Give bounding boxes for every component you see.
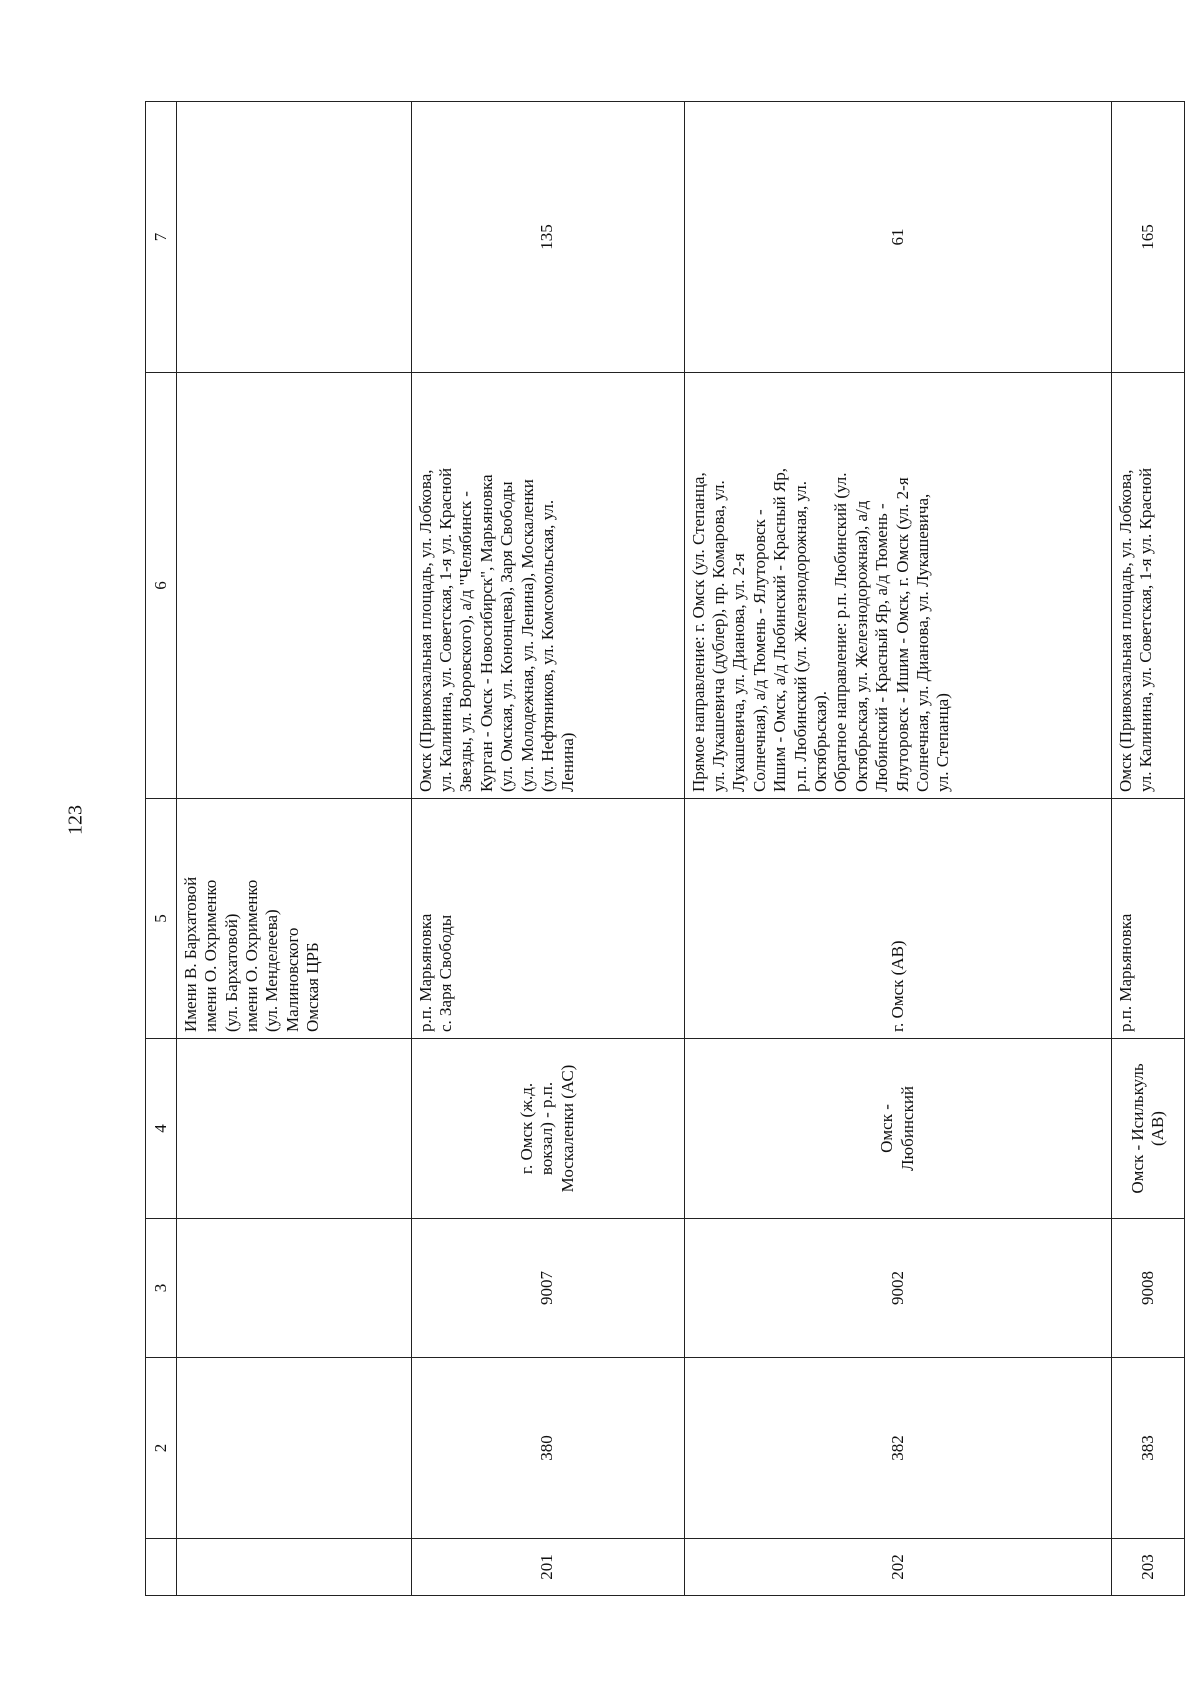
cell-line: (ул. Нефтяников, ул. Комсомольская, ул. — [537, 499, 557, 792]
cell-line: р.п. Марьяновка — [415, 913, 435, 1032]
column-header-7: 7 — [146, 102, 177, 373]
cell-line: имени О. Охрименко — [201, 879, 221, 1032]
cell-line: р.п. Марьяновка — [1116, 913, 1136, 1032]
cell-line: г. Омск (ж.д. — [517, 1082, 537, 1175]
cell-line: (ул. Бархатовой) — [221, 913, 241, 1032]
cell-line: Лукашевича, ул. Дианова, ул. 2-я — [729, 553, 749, 792]
cell-route-name — [684, 1039, 1111, 1219]
cell-line: ул. Лукашевича (дублер), пр. Комарова, ул. — [709, 480, 728, 792]
cell-line: Солнечная), а/д Тюмень - Ялуторовск - — [749, 509, 769, 792]
cell-registry-number — [176, 1219, 411, 1358]
table-row — [684, 102, 1111, 1596]
cell-line: Ленина) — [558, 732, 578, 792]
cell-length — [176, 102, 411, 373]
cell-route-name — [1112, 1039, 1185, 1219]
cell-line: Омск (Привокзальная площадь, ул. Лобкова, — [415, 469, 435, 792]
cell-line: Малиновского — [282, 927, 302, 1032]
cell-route-number: 380 — [411, 1358, 684, 1539]
cell-route-number: 382 — [684, 1358, 1111, 1539]
table-row — [176, 102, 411, 1596]
cell-line: Звезды, ул. Воровского), а/д "Челябинск - — [456, 491, 476, 792]
column-header-4: 4 — [146, 1039, 177, 1219]
cell-registry-number: 9008 — [1112, 1219, 1185, 1358]
cell-line: (ул. Менделеева) — [262, 909, 282, 1032]
cell-line: Любинский — [897, 1085, 917, 1172]
cell-line: ул. Калинина, ул. Советская, 1-я ул. Красной — [1136, 467, 1156, 792]
cell-line: Москаленки (АС) — [557, 1064, 577, 1193]
cell-line: Омск - Исилькуль — [1127, 1063, 1147, 1194]
cell-stops — [684, 799, 1111, 1039]
cell-line: р.п. Любинский (ул. Железнодорожная, ул. — [790, 481, 810, 792]
cell-index: 202 — [684, 1539, 1111, 1596]
column-header-5: 5 — [146, 799, 177, 1039]
cell-line: Прямое направление: г. Омск (ул. Степанца, — [688, 472, 708, 792]
cell-registry-number: 9002 — [684, 1219, 1111, 1358]
cell-stops — [176, 799, 411, 1039]
cell-line: Ялуторовск - Ишим - Омск, г. Омск (ул. 2-я — [892, 477, 912, 792]
page-number: 123 — [64, 805, 87, 835]
cell-line: Имени В. Бархатовой — [180, 876, 200, 1032]
cell-line: (АВ) — [1148, 1111, 1168, 1146]
table-row — [411, 102, 684, 1596]
cell-path — [684, 373, 1111, 799]
rotated-table-wrapper — [145, 102, 1185, 1596]
cell-registry-number: 9007 — [411, 1219, 684, 1358]
cell-path — [411, 373, 684, 799]
cell-length: 61 — [684, 102, 1111, 373]
column-header-6: 6 — [146, 373, 177, 799]
cell-line: (ул. Молодежная, ул. Ленина), Москаленки — [517, 479, 537, 792]
cell-index — [176, 1539, 411, 1596]
cell-line: Курган - Омск - Новосибирск", Марьяновка — [476, 474, 496, 792]
cell-line: имени О. Охрименко — [242, 879, 262, 1032]
cell-line: с. Заря Свободы — [435, 914, 455, 1032]
cell-line: (ул. Омская, ул. Кононцева), Заря Свободы — [497, 481, 517, 792]
cell-line: Омск - — [877, 1104, 897, 1153]
cell-route-name — [176, 1039, 411, 1219]
cell-line: вокзал) - р.п. — [537, 1081, 557, 1176]
cell-line: Обратное направление: р.п. Любинский (ул. — [831, 472, 851, 792]
cell-route-name — [411, 1039, 684, 1219]
cell-length: 165 — [1112, 102, 1185, 373]
cell-path — [176, 373, 411, 799]
cell-line: Омск (Привокзальная площадь, ул. Лобкова, — [1116, 469, 1136, 792]
cell-line: г. Омск (АВ) — [887, 940, 907, 1032]
table-row — [1112, 102, 1185, 1596]
cell-path — [1112, 373, 1185, 799]
cell-route-number — [176, 1358, 411, 1539]
cell-length: 135 — [411, 102, 684, 373]
cell-line: Любинский - Красный Яр, а/д Тюмень - — [872, 503, 892, 792]
cell-line: Октябрьская, ул. Железнодорожная), а/д — [851, 500, 871, 792]
header-row — [146, 102, 177, 1596]
cell-line: Октябрьская). — [810, 690, 830, 792]
column-header-1 — [146, 1539, 177, 1596]
cell-route-number: 383 — [1112, 1358, 1185, 1539]
cell-line: ул. Калинина, ул. Советская, 1-я ул. Красной — [435, 467, 455, 792]
cell-line: Омская ЦРБ — [303, 942, 323, 1032]
cell-line: ул. Степанца) — [933, 693, 953, 792]
cell-line: Ишим - Омск, а/д Любинский - Красный Яр, — [770, 467, 790, 792]
cell-line: Солнечная, ул. Дианова, ул. Лукашевича, — [912, 493, 932, 792]
route-table — [145, 101, 1185, 1596]
cell-index: 203 — [1112, 1539, 1185, 1596]
cell-index: 201 — [411, 1539, 684, 1596]
column-header-3: 3 — [146, 1219, 177, 1358]
cell-stops — [411, 799, 684, 1039]
cell-stops — [1112, 799, 1185, 1039]
column-header-2: 2 — [146, 1358, 177, 1539]
